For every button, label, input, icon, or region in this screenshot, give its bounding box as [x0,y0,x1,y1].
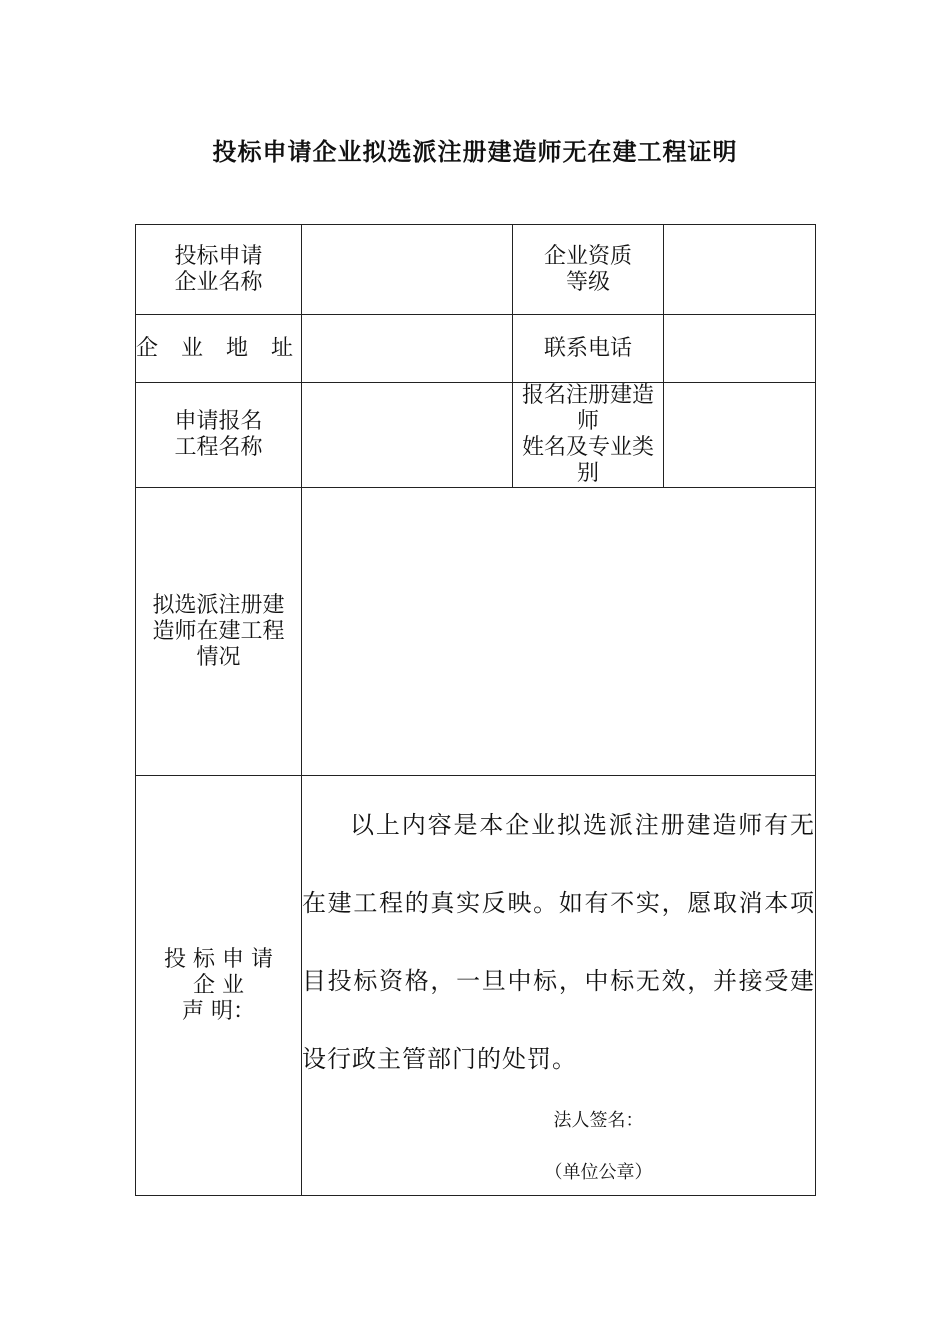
project-name-field[interactable] [302,383,513,488]
company-name-label: 投标申请 企业名称 [136,225,302,315]
declaration-label: 投 标 申 请 企 业 声 明： [136,776,302,1196]
row-company [136,225,816,315]
page-title: 投标申请企业拟选派注册建造师无在建工程证明 [212,137,738,166]
address-label: 企 业 地 址 [136,315,302,383]
seal-label: （单位公章） [544,1161,653,1183]
phone-label: 联系电话 [513,315,664,383]
row-declaration [136,776,816,1196]
certificate-form-table [135,224,816,1196]
row-ongoing [136,488,816,776]
ongoing-projects-field[interactable] [302,488,816,776]
constructor-field[interactable] [664,383,816,488]
row-project [136,383,816,488]
project-name-label: 申请报名 工程名称 [136,383,302,488]
qualification-label: 企业资质 等级 [513,225,664,315]
row-address [136,315,816,383]
address-field[interactable] [302,315,513,383]
ongoing-projects-label: 拟选派注册建 造师在建工程 情况 [136,488,302,776]
declaration-text: 以上内容是本企业拟选派注册建造师有无在建工程的真实反映。如有不实，愿取消本项目投标资格，一旦中标，中标无效，并接受建设行政主管部门的处罚。 [302,810,815,1073]
company-name-field[interactable] [302,225,513,315]
signature-label: 法人签名： [553,1109,644,1131]
declaration-body [302,776,816,1196]
qualification-field[interactable] [664,225,816,315]
phone-field[interactable] [664,315,816,383]
constructor-label: 报名注册建造师 姓名及专业类别 [513,383,664,488]
